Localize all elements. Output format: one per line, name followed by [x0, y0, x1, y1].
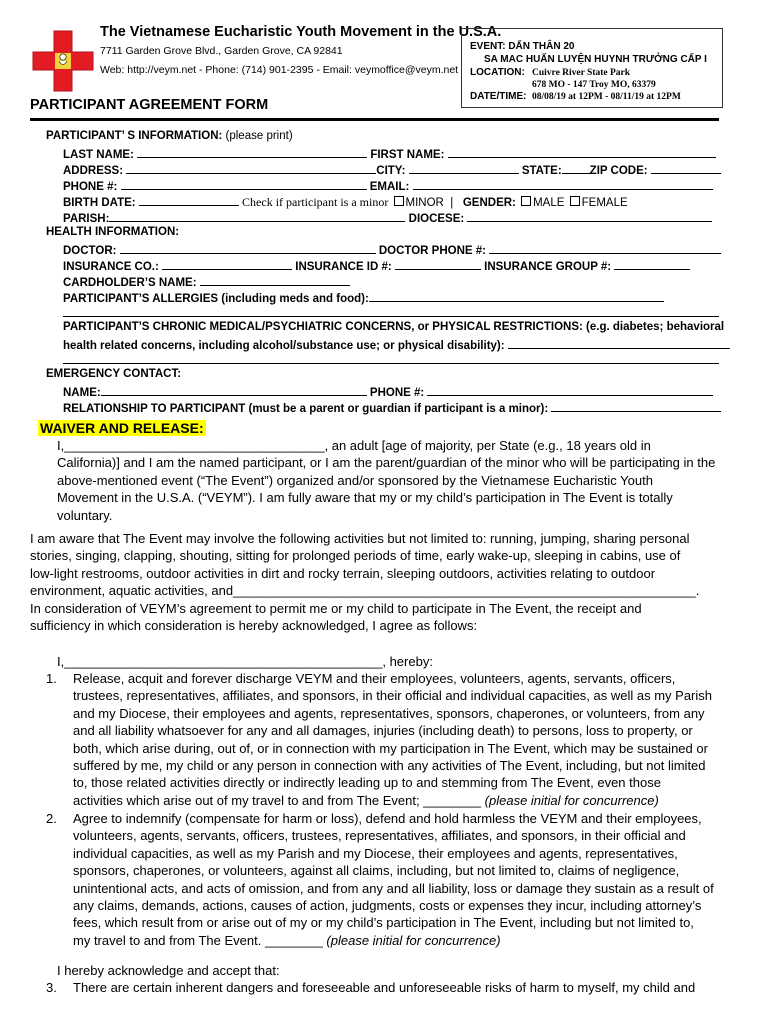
birth-date-row: BIRTH DATE: Check if participant is a minor MINOR | GENDER: MALE FEMALE: [63, 195, 628, 209]
last-name-row: LAST NAME: FIRST NAME:: [63, 146, 716, 161]
item-1-text: Release, acquit and forever discharge VEYM and their employees, volunteers, agents, servants, officers, trustees, representatives, affiliates, and sponsors, in their official and individual capacities, as well as my Parish and my Diocese, their employees and agents, representatives, sponsors, chaperones, or volunteers, from any and all liability whatsoever for any and all damages, injuries (including death) to persons, loss to property, or both, which arise during, out of, or in connection with my participation in The Event, which may be sustained or suffered by me, my child or any person in connection with any activities of The Event, including, but not limited to, those related activities directly or indirectly leading up to and stemming from The Event, even those activities which arise out of my travel to and from The Event; ________ (please initial for concurrence): [73, 671, 713, 808]
emergency-phone-field[interactable]: [427, 384, 713, 396]
event-info-box: [461, 28, 723, 108]
male-checkbox[interactable]: [521, 196, 531, 206]
relationship-row: RELATIONSHIP TO PARTICIPANT (must be a parent or guardian if participant is a minor):: [63, 400, 721, 415]
event-subtitle: SA MAC HUẤN LUYỆN HUYNH TRƯỞNG CẤP I: [484, 54, 707, 65]
insurance-row: INSURANCE CO.: INSURANCE ID #: INSURANCE GROUP #:: [63, 258, 690, 273]
location-line-1: Cuivre River State Park: [532, 68, 631, 78]
waiver-paragraph-1: I,____________________________________, an adult [age of majority, per State (e.g., 18 years old in California)] and I am the named participant, or I am the parent/guardian of the minor who will be participating in the above-mentioned event (“The Event”) organized and/or sponsored by the Vietnamese Eucharistic Youth Movement in the U.S.A. (“VEYM”). I am fully aware that my or my child’s participation in The Event is totally voluntary.: [57, 438, 716, 523]
chronic-field-line-2[interactable]: [63, 352, 719, 364]
state-field[interactable]: [562, 162, 590, 174]
organization-contact: Web: http://veym.net - Phone: (714) 901-2395 - Email: veymoffice@veym.net: [100, 64, 459, 76]
chronic-row-1: PARTICIPANT’S CHRONIC MEDICAL/PSYCHIATRIC CONCERNS, or PHYSICAL RESTRICTIONS: (e.g. diabetes; behavioral: [63, 321, 725, 333]
health-heading: HEALTH INFORMATION:: [46, 226, 180, 238]
last-name-field[interactable]: [137, 146, 367, 158]
relationship-field[interactable]: [551, 400, 721, 412]
allergies-field[interactable]: [369, 290, 664, 302]
first-name-field[interactable]: [448, 146, 716, 158]
doctor-row: DOCTOR: DOCTOR PHONE #:: [63, 242, 721, 257]
item-2-text: Agree to indemnify (compensate for harm or loss), defend and hold harmless the VEYM and their employees, volunteers, agents, servants, officers, trustees, representatives, affiliates, and sponsors, in their official and individual capacities, as well as my Parish and my Diocese, their employees and agents, representatives, sponsors, chaperones, or volunteers, against all claims, including, but not limited to, claims of negligence, unintentional acts, and acts of omission, and from any and all liability, loss or damage they sustain as a result of any claims, demands, actions, causes of action, judgments, costs or expenses they incur, including attorney’s fees, which result from or arise out of my or my child’s participation in The Event, including but not limited to, my travel to and from The Event. ________ (please initial for concurrence): [73, 811, 714, 948]
form-title: PARTICIPANT AGREEMENT FORM: [30, 97, 269, 113]
cardholder-row: CARDHOLDER’S NAME:: [63, 274, 350, 289]
item-3-number: 3.: [46, 980, 57, 995]
insurance-co-field[interactable]: [162, 258, 292, 270]
veym-logo: [32, 30, 94, 92]
emergency-name-field[interactable]: [101, 384, 367, 396]
item-3-text: There are certain inherent dangers and foreseeable and unforeseeable risks of harm to myself, my child and: [73, 980, 696, 995]
waiver-heading: WAIVER AND RELEASE:: [40, 420, 204, 436]
address-field[interactable]: [126, 162, 376, 174]
chronic-row-2: health related concerns, including alcohol/substance use; or physical disability):: [63, 337, 730, 352]
parish-field[interactable]: [109, 210, 405, 222]
cardholder-field[interactable]: [200, 274, 350, 286]
diocese-field[interactable]: [467, 210, 712, 222]
organization-address: 7711 Garden Grove Blvd., Garden Grove, CA 92841: [100, 45, 343, 57]
waiver-paragraph-2: I am aware that The Event may involve the following activities but not limited to: running, jumping, sharing personal stories, singing, clapping, shouting, sitting for prolonged periods of time, early wake-up, sleeping in cabins, use of low-light restrooms, outdoor activities in dirt and rocky terrain, sleeping outdoors, activities relating to outdoor environment, aquatic activities, and________________________________________________________________. In consideration of VEYM’s agreement to permit me or my child to participate in The Event, the receipt and sufficiency in which consideration is hereby acknowledged, I agree as follows:: [30, 531, 700, 634]
female-checkbox[interactable]: [570, 196, 580, 206]
phone-field[interactable]: [121, 178, 367, 190]
location-label: LOCATION:: [470, 67, 525, 78]
zip-field[interactable]: [651, 162, 721, 174]
event-label: EVENT: DẤN THÂN 20: [470, 41, 575, 52]
insurance-id-field[interactable]: [395, 258, 481, 270]
emergency-name-row: NAME: PHONE #:: [63, 384, 713, 399]
item-2-number: 2.: [46, 811, 57, 826]
item-1-number: 1.: [46, 671, 57, 686]
acknowledge-line: I hereby acknowledge and accept that:: [57, 963, 280, 978]
city-field[interactable]: [409, 162, 519, 174]
hereby-line: I,____________________________________________, hereby:: [57, 654, 433, 669]
participant-heading: PARTICIPANT’ S INFORMATION: (please print): [46, 130, 293, 142]
location-line-2: 678 MO - 147 Troy MO, 63379: [532, 80, 656, 90]
doctor-field[interactable]: [120, 242, 376, 254]
email-field[interactable]: [413, 178, 713, 190]
birth-date-field[interactable]: [139, 194, 239, 206]
item-1-initial-note: (please initial for concurrence): [484, 792, 659, 808]
phone-email-row: PHONE #: EMAIL:: [63, 178, 713, 193]
emergency-heading: EMERGENCY CONTACT:: [46, 368, 182, 380]
allergies-row: PARTICIPANT’S ALLERGIES (including meds and food):: [63, 290, 664, 305]
item-2-initial-note: (please initial for concurrence): [326, 932, 501, 948]
address-row: ADDRESS: CITY: STATE: ZIP CODE:: [63, 162, 721, 177]
parish-row: PARISH: DIOCESE:: [63, 210, 712, 225]
organization-name: The Vietnamese Eucharistic Youth Movement in the U.S.A.: [100, 24, 502, 40]
datetime-value: 08/08/19 at 12PM - 08/11/19 at 12PM: [532, 92, 681, 102]
insurance-group-field[interactable]: [614, 258, 690, 270]
chronic-field[interactable]: [508, 337, 730, 349]
title-divider: [30, 118, 719, 121]
doctor-phone-field[interactable]: [489, 242, 721, 254]
minor-checkbox[interactable]: [394, 196, 404, 206]
datetime-label: DATE/TIME:: [470, 91, 527, 102]
allergies-field-line-2[interactable]: [63, 305, 719, 317]
